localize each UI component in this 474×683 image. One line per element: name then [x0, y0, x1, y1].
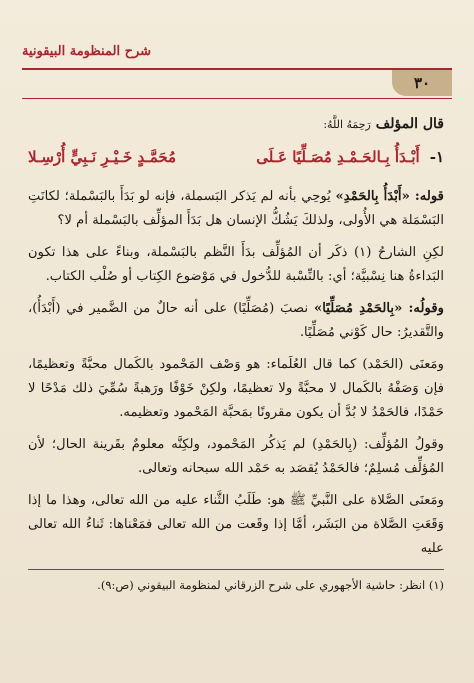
author-honorific: رَحِمَهُ اللَّهُ:	[323, 118, 371, 131]
quoted-term: قوله: «أَبْدَأُ بِالحَمْدِ»	[335, 189, 444, 204]
paragraph	[28, 353, 444, 425]
paragraph	[28, 185, 444, 233]
page-number: ٣٠	[392, 70, 452, 96]
verse-line	[28, 143, 444, 171]
paragraph-text: نصبَ (مُصَلِّيًا) على أنه حالٌ من الضَّمير في (أَبْدَأُ)، والتَّقديرُ: حال كَوْني مُصَلِّيًا.	[28, 301, 444, 340]
paragraph-text: ومَعنَى (الحَمْد) كما قال العُلَماء: هو وَصْف المَحْمود بالكَمال محبَّةً وتعظيمًا، فإن وَصَفْهُ بالكَمال لا محبَّةً ولا تعظيمًا، ولكِنْ خَوْفًا ورَهبةً سُمِّيَ ذلك مَدْحًا لا حَمْدًا، فالحَمْدُ لا بُدَّ أن يكون مقرونًا بمَحبَّة المَحْمود وتعظيمه.	[28, 357, 444, 420]
running-title: شرح المنظومة البيقونية	[22, 44, 152, 59]
author-heading	[28, 112, 444, 137]
quoted-term: وقولُه: «بِالحَمْدِ مُصَلِّيًا»	[313, 301, 444, 316]
paragraph-text: يُوحِي بأنه لم يَذكر البَسملة، فإنه لو بَدَأَ بالبَسْملة؛ لكانَتِ البَسْمَلة هي الأُولى، ولذلكَ يَشُكُّ الإنسان هل بَدَأَ المؤلِّف بالبَسْملة أم لا؟	[28, 189, 444, 228]
header-rule	[22, 68, 452, 70]
paragraph	[28, 433, 444, 481]
footnote: (١) انظر: حاشية الأجهوري على شرح الزرقاني لمنظومة البيقوني (ص:٩).	[97, 578, 444, 592]
paragraph	[28, 241, 444, 289]
paragraph	[28, 489, 444, 561]
footnote-divider	[28, 569, 444, 570]
author-heading-text: قال المؤلف	[375, 116, 444, 132]
verse-hemistich-first: أَبْـدَأُ بِـالحَـمْـدِ مُصَـلِّيًا عَـلَى	[256, 148, 420, 166]
verse-number: ١-	[429, 148, 444, 166]
page-content	[28, 112, 444, 594]
paragraph-text: لكِنِ الشارحُ (١) ذكَر أن المُؤلِّف بدَأَ النَّظم بالبَسْملة، وبناءً على هذا تكون البَداءةُ هنا نِسْبيَّة؛ أي: بالنِّسْبة للدُّخول في مَوْضوع الكِتاب أو صُلْب الكتاب.	[28, 245, 444, 284]
page-header	[22, 44, 452, 102]
paragraph	[28, 297, 444, 345]
header-rule-lower	[22, 98, 452, 99]
paragraph-text: ومَعنَى الصَّلاة على النَّبيِّ ﷺ هو: طَلَبُ الثَّناء عليه من الله تعالى، وهذا ما إذا وَقَعَتِ الصَّلاة من البَشَر، أمَّا إذا وقَعت من الله تعالى فمَعْناها: ثَناءُ الله تعالى عليه	[28, 493, 444, 556]
verse-hemistich-second: مُحَمَّـدٍ خَـيْـرِ نَـبِيٍّ أُرْسِـلا	[27, 148, 177, 166]
paragraph-text: وقولُ المُؤلِّف: (بِالحَمْدِ) لم يَذكُر المَحْمود، ولكِنَّه معلومٌ بقَرينة الحال؛ لأن المُؤلِّف مُسلِمٌ؛ فالحَمْدُ يُقصَد به حَمْد الله سبحانه وتعالى.	[28, 437, 444, 476]
